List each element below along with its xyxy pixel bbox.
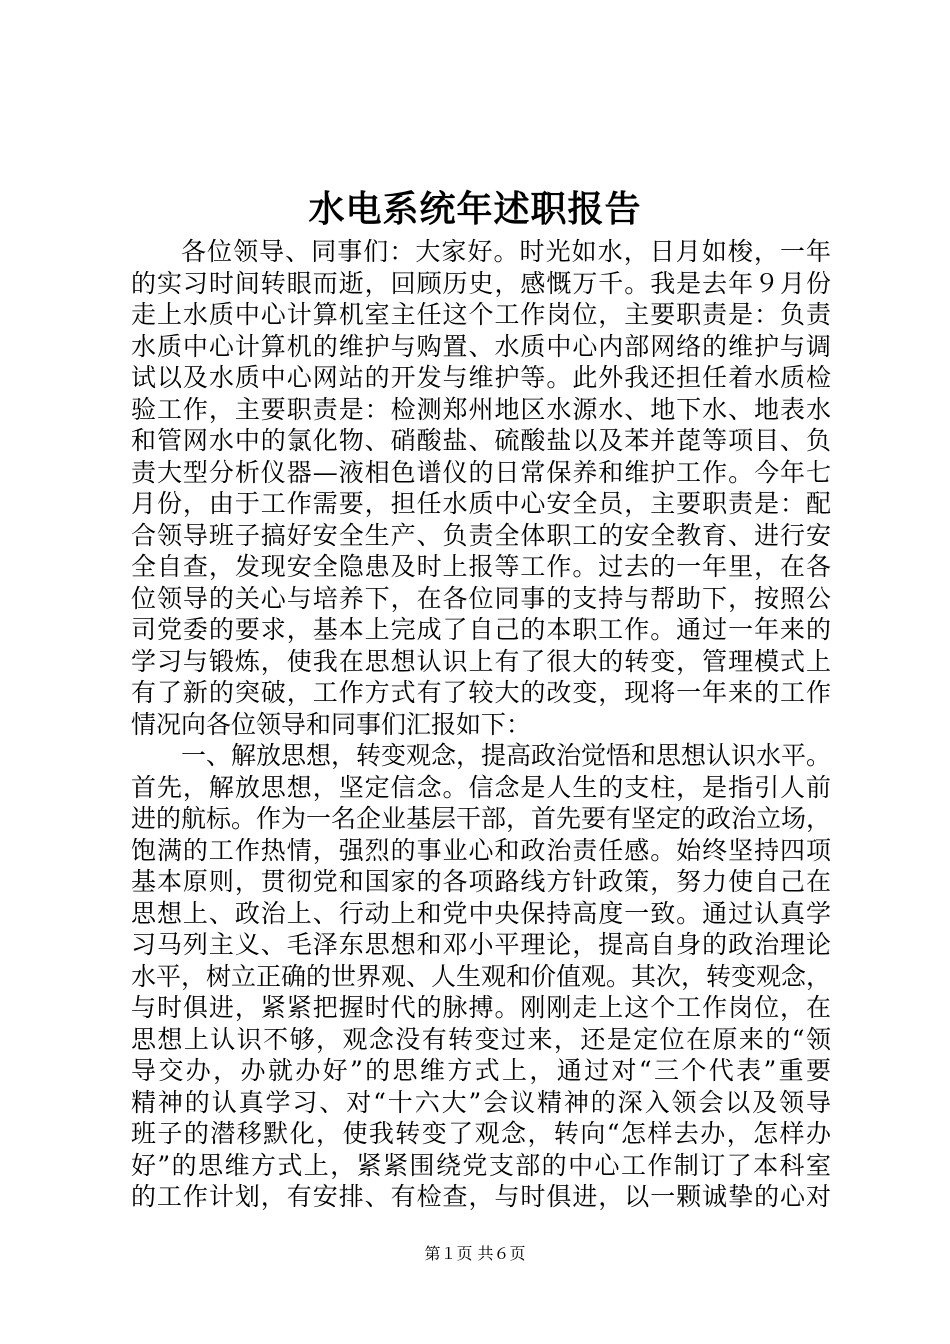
paragraph-line: 好”的思维方式上，紧紧围绕党支部的中心工作制订了本科室 (131, 1150, 831, 1180)
paragraph-line: 责大型分析仪器—液相色谱仪的日常保养和维护工作。今年七 (131, 457, 831, 487)
paragraph-line: 和管网水中的氯化物、硝酸盐、硫酸盐以及苯并萞等项目、负 (131, 426, 831, 455)
paragraph-line: 的实习时间转眼而逝，回顾历史，感慨万千。我是去年９月份 (131, 268, 831, 298)
paragraph-line: 全自查，发现安全隐患及时上报等工作。过去的一年里，在各 (131, 552, 831, 581)
paragraph-line: 位领导的关心与培养下，在各位同事的支持与帮助下，按照公 (131, 583, 831, 613)
paragraph-line: 基本原则，贯彻党和国家的各项路线方针政策，努力使自己在 (131, 867, 831, 896)
paragraph-line: 思想上认识不够，观念没有转变过来，还是定位在原来的“领 (131, 1024, 831, 1054)
paragraph-line: 水平，树立正确的世界观、人生观和价值观。其次，转变观念， (131, 961, 832, 991)
page-number-footer: 第１页 共６页 (424, 1244, 526, 1263)
paragraph-line: 月份，由于工作需要，担任水质中心安全员，主要职责是：配 (131, 489, 831, 518)
section-heading-line: 一、解放思想，转变观念，提高政治觉悟和思想认识水平。 (181, 741, 832, 770)
document-title: 水电系统年述职报告 (308, 188, 642, 230)
paragraph-line: 班子的潜移默化，使我转变了观念，转向“怎样去办，怎样办 (131, 1119, 831, 1148)
paragraph-line: 的工作计划，有安排、有检查，与时俱进，以一颗诚挚的心对 (131, 1182, 831, 1211)
paragraph-line: 各位领导、同事们：大家好。时光如水，日月如梭，一年 (181, 237, 831, 266)
paragraph-line: 合领导班子搞好安全生产、负责全体职工的安全教育、进行安 (131, 520, 831, 550)
paragraph-line: 试以及水质中心网站的开发与维护等。此外我还担任着水质检 (131, 363, 831, 392)
paragraph-line: 走上水质中心计算机室主任这个工作岗位，主要职责是：负责 (131, 300, 831, 329)
document-body (131, 236, 831, 1213)
paragraph-line: 司党委的要求，基本上完成了自己的本职工作。通过一年来的 (131, 615, 831, 644)
paragraph-line: 导交办，办就办好”的思维方式上，通过对“三个代表”重要 (131, 1056, 831, 1085)
paragraph-line: 首先，解放思想，坚定信念。信念是人生的支柱，是指引人前 (131, 772, 831, 802)
paragraph-line: 有了新的突破，工作方式有了较大的改变，现将一年来的工作 (131, 678, 831, 707)
paragraph-line: 学习与锻炼，使我在思想认识上有了很大的转变，管理模式上 (131, 646, 831, 676)
paragraph-line: 水质中心计算机的维护与购置、水质中心内部网络的维护与调 (131, 331, 831, 361)
paragraph-line: 验工作，主要职责是：检测郑州地区水源水、地下水、地表水 (131, 394, 831, 424)
paragraph-line: 情况向各位领导和同事们汇报如下： (131, 709, 532, 739)
paragraph-line: 思想上、政治上、行动上和党中央保持高度一致。通过认真学 (131, 898, 831, 928)
paragraph-line: 与时俱进，紧紧把握时代的脉搏。刚刚走上这个工作岗位，在 (131, 993, 831, 1022)
paragraph-line: 精神的认真学习、对“十六大”会议精神的深入领会以及领导 (131, 1087, 831, 1117)
paragraph-line: 进的航标。作为一名企业基层干部，首先要有坚定的政治立场， (131, 804, 832, 833)
paragraph-line: 饱满的工作热情，强烈的事业心和政治责任感。始终坚持四项 (131, 835, 831, 865)
paragraph-line: 习马列主义、毛泽东思想和邓小平理论，提高自身的政治理论 (131, 930, 831, 959)
